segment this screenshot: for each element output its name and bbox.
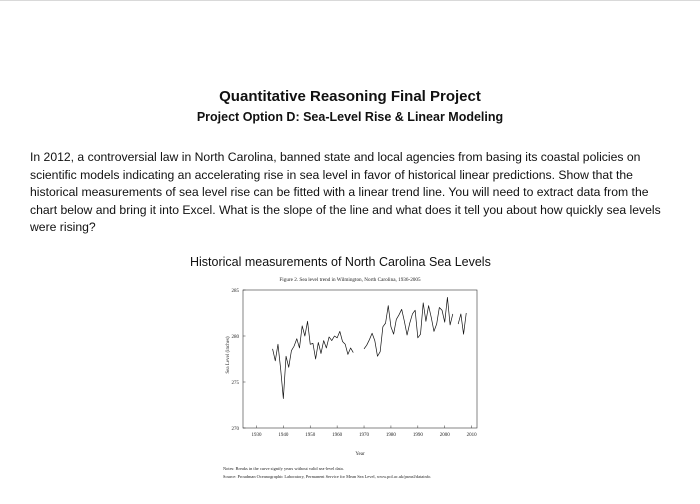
sea-level-figure <box>215 268 485 488</box>
x-tick-label: 1990 <box>412 433 423 438</box>
x-tick-label: 2010 <box>466 433 477 438</box>
sea-level-series-line <box>458 313 466 334</box>
sea-level-chart <box>215 268 485 488</box>
x-axis-label: Year <box>355 452 365 457</box>
x-tick-label: 1950 <box>305 433 316 438</box>
top-border-line <box>0 0 700 1</box>
document-title: Quantitative Reasoning Final Project <box>219 88 481 105</box>
y-tick-label: 270 <box>231 426 239 432</box>
sea-level-series-line <box>273 321 354 398</box>
document-subtitle: Project Option D: Sea-Level Rise & Linear Modeling <box>196 110 504 124</box>
x-tick-label: 1970 <box>359 433 370 438</box>
y-tick-label: 275 <box>231 380 239 386</box>
y-tick-label: 280 <box>231 334 239 340</box>
sea-level-series-line <box>364 297 453 356</box>
x-tick-label: 2000 <box>439 433 450 438</box>
chart-notes: Notes: Breaks in the curve signify years without valid sea-level data. <box>223 466 344 471</box>
x-tick-label: 1980 <box>385 433 396 438</box>
x-tick-label: 1930 <box>251 433 262 438</box>
y-tick-label: 285 <box>231 288 239 294</box>
chart-source: Source: Proudman Oceanographic Laboratory, Permanent Service for Mean Sea Level, www.pol.ac.uk/psmsl/datainfo. <box>223 474 432 479</box>
x-tick-label: 1960 <box>332 433 343 438</box>
figure-caption: Historical measurements of North Carolina Sea Levels <box>190 255 491 269</box>
instructions-paragraph: In 2012, a controversial law in North Carolina, banned state and local agencies from basing its coastal policies on scientific models indicating an accelerating rise in sea level in favor of historical linear predictions. Show that the historical measurements of sea level rise can be fitted with a linear trend line. You will need to extract data from the chart below and bring it into Excel. What is the slope of the line and what does it tell you about how quickly sea levels were rising? <box>30 150 661 234</box>
chart-title: Figure 2. Sea level trend in Wilmington, North Carolina, 1936-2005 <box>279 277 421 283</box>
x-tick-label: 1940 <box>278 433 289 438</box>
y-axis-label: Sea Level (inches) <box>226 336 231 374</box>
